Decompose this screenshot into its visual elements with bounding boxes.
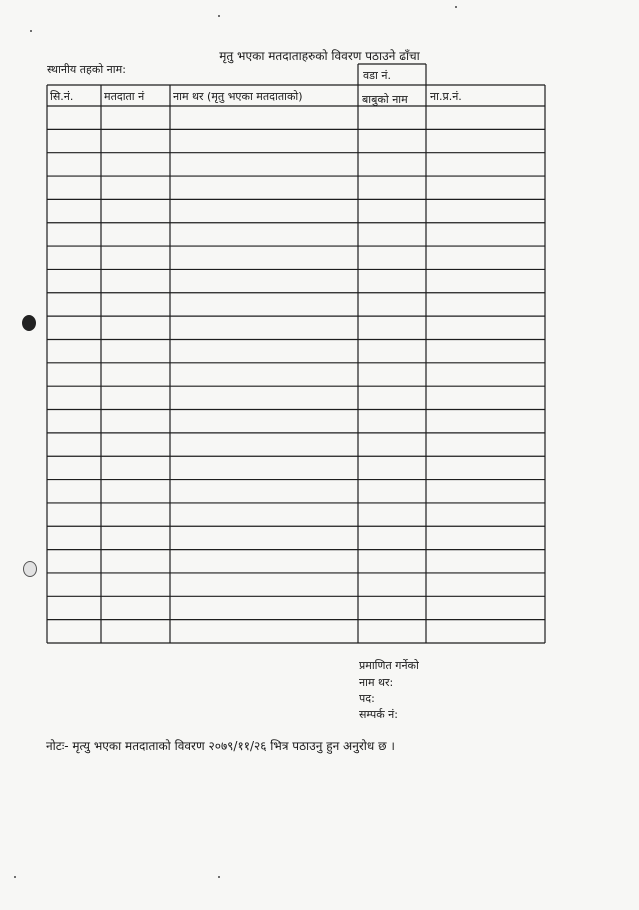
form-title: मृतु भएका मतदाताहरुको विवरण पठाउने ढाँचा bbox=[219, 49, 420, 63]
speck-icon bbox=[30, 30, 32, 32]
certifier-contact-label: सम्पर्क नं: bbox=[359, 708, 398, 721]
certifier-heading: प्रमाणित गर्नेको bbox=[359, 659, 419, 672]
certifier-post-label: पद: bbox=[359, 692, 375, 705]
column-header-father-name: बाबुको नाम bbox=[362, 93, 408, 106]
column-header-citizenship-number: ना.प्र.नं. bbox=[430, 90, 462, 103]
column-header-voter-number: मतदाता नं bbox=[104, 90, 145, 103]
column-header-deceased-name: नाम थर (मृतु भएका मतदाताको) bbox=[173, 90, 303, 103]
submission-note: नोटः- मृत्यु भएका मतदाताको विवरण २०७९/११/२६ भित्र पठाउनु हुन अनुरोध छ । bbox=[46, 739, 395, 753]
speck-icon bbox=[455, 6, 457, 8]
punch-hole-icon bbox=[23, 561, 37, 577]
speck-icon bbox=[14, 876, 16, 878]
speck-icon bbox=[218, 15, 220, 17]
column-header-serial: सि.नं. bbox=[50, 90, 74, 103]
ward-number-label: वडा नं. bbox=[363, 69, 391, 82]
punch-hole-icon bbox=[22, 315, 36, 331]
local-level-label: स्थानीय तहको नाम: bbox=[47, 63, 126, 76]
speck-icon bbox=[218, 876, 220, 878]
certifier-name-label: नाम थर: bbox=[359, 676, 394, 689]
